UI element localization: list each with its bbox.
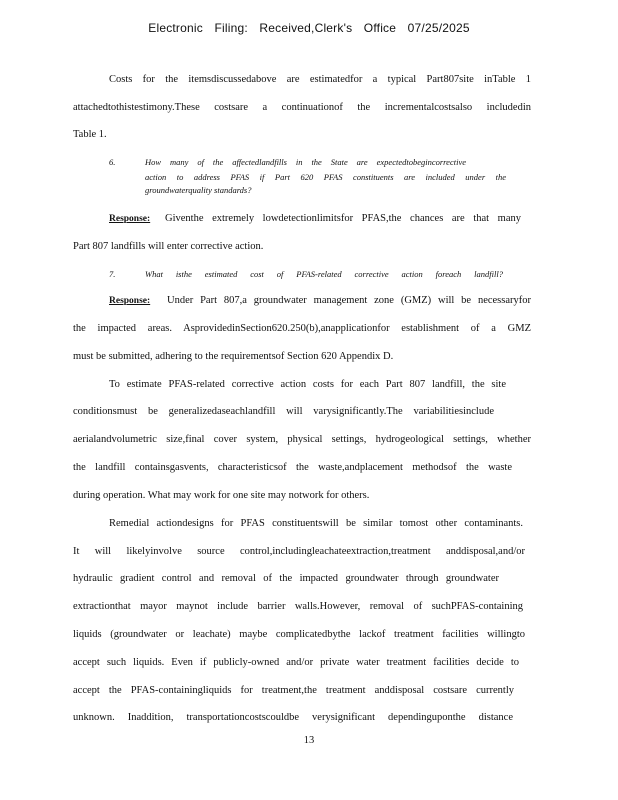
r7-line-1: Under Part 807,a groundwater management zone (GMZ) will be necessaryfor (167, 295, 531, 306)
p2-line-2: conditionsmust be generalizedaseachlandfill will varysignificantly.The variabilitiesinclude (73, 406, 494, 417)
p2-line-3: aerialandvolumetric size,final cover system, physical settings, hydrogeological settings, whether (73, 434, 531, 445)
q6-line-3: groundwaterquality standards? (145, 185, 252, 195)
p3-line-4: extractionthat mayor maynot include barrier walls.However, removal of suchPFAS-containing (73, 601, 523, 612)
q7-line: What isthe estimated cost of PFAS-related corrective action foreach landfill? (145, 269, 503, 279)
page-number: 13 (303, 735, 315, 746)
p1-line-1: Costs for the itemsdiscussedabove are estimatedfor a typical Part807site inTable 1 (109, 74, 531, 85)
p3-line-6: accept such liquids. Even if publicly-owned and/or private water treatment facilities decide to (73, 657, 519, 668)
p3-line-3: hydraulic gradient control and removal of the impacted groundwater through groundwater (73, 573, 499, 584)
p3-line-8: unknown. Inaddition, transportationcostscouldbe verysignificant dependinguponthe distance (73, 712, 513, 723)
q6-line-1: How many of the affectedlandfills in the State are expectedtobegincorrective (145, 157, 466, 167)
r7-label (109, 294, 163, 308)
p2-line-4: the landfill containsgasvents, characteristicsof the waste,andplacement methodsof the waste (73, 462, 512, 473)
r7-line-2: the impacted areas. AsprovidedinSection620.250(b),anapplicationfor establishment of a GMZ (73, 323, 531, 334)
p3-line-7: accept the PFAS-containingliquids for treatment,the treatment anddisposal costsare currently (73, 685, 514, 696)
p2-line-1: To estimate PFAS-related corrective action costs for each Part 807 landfill, the site (109, 379, 506, 390)
response-label: Response: (109, 214, 151, 224)
p1-line-2: attachedtothistestimony.These costsare a continuationof the incrementalcostsalso includedin (73, 102, 531, 113)
r6-line-2: Part 807 landfills will enter corrective action. (73, 241, 264, 252)
p2-line-5: during operation. What may work for one site may notwork for others. (73, 490, 370, 501)
response-label: Response: (109, 296, 151, 306)
filing-header: Electronic Filing: Received,Clerk's Office 07/25/2025 (148, 21, 470, 35)
q7-number: 7. (109, 269, 116, 279)
q6-line-2: action to address PFAS if Part 620 PFAS constituents are included under the (145, 172, 506, 182)
r6-line-1: Giventhe extremely lowdetectionlimitsfor PFAS,the chances are that many (165, 213, 521, 224)
r7-line-3: must be submitted, adhering to the requirementsof Section 620 Appendix D. (73, 351, 394, 362)
r6-label (109, 212, 163, 226)
p3-line-2: It will likelyinvolve source control,includingleachateextraction,treatment anddisposal,and/or (73, 546, 525, 557)
p1-line-3: Table 1. (73, 129, 107, 140)
q6-number: 6. (109, 157, 116, 167)
p3-line-5: liquids (groundwater or leachate) maybe complicatedbythe lackof treatment facilities willingto (73, 629, 525, 640)
p3-line-1: Remedial actiondesigns for PFAS constituentswill be similar tomost other contaminants. (109, 518, 523, 529)
